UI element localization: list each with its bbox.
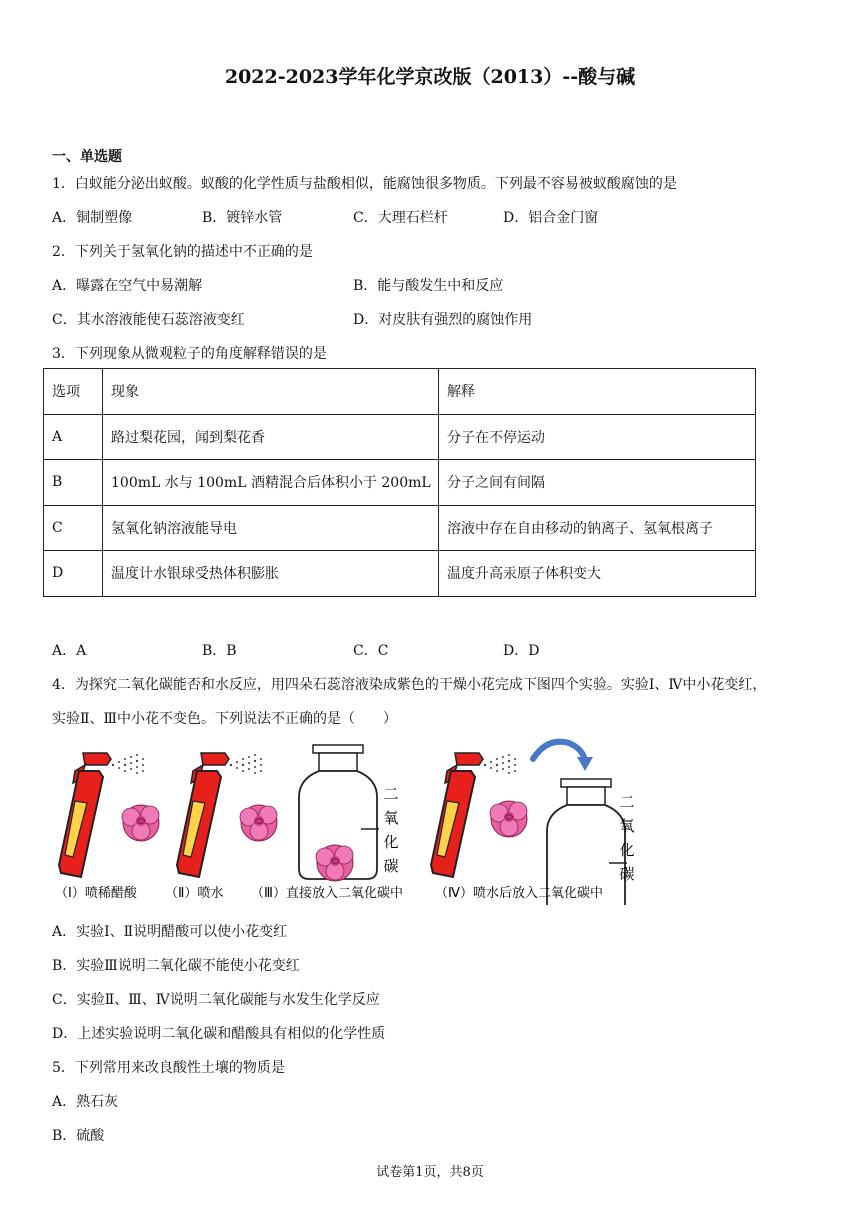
table-cell: 路过梨花园，闻到梨花香 <box>103 414 439 460</box>
table-cell: 分子在不停运动 <box>439 414 756 460</box>
q1-option-a[interactable]: A．铜制塑像 <box>52 210 133 226</box>
flower-icon <box>316 845 353 881</box>
q3-option-b[interactable]: B．B <box>202 643 237 659</box>
page-title: 2022-2023学年化学京改版（2013）--酸与碱 <box>224 66 636 88</box>
q3-option-a[interactable]: A．A <box>52 643 87 659</box>
jar-label-char: 二 <box>619 793 635 811</box>
table-cell: B <box>44 460 103 506</box>
q5-option-a[interactable]: A．熟石灰 <box>52 1094 119 1110</box>
question-4-stem-line2: 实验Ⅱ、Ⅲ中小花不变色。下列说法不正确的是（ ） <box>52 711 398 727</box>
jar-label-char: 化 <box>619 841 635 859</box>
table-header: 现象 <box>103 369 439 415</box>
figure-caption-2: （Ⅱ）喷水 <box>165 886 224 901</box>
table-header: 选项 <box>44 369 103 415</box>
jar-label-char: 化 <box>383 833 399 851</box>
table-row <box>44 414 756 460</box>
table-cell: A <box>44 414 103 460</box>
q1-option-d[interactable]: D．铝合金门窗 <box>503 210 599 226</box>
q3-option-d[interactable]: D．D <box>503 643 540 659</box>
table-row <box>44 505 756 551</box>
q3-table <box>43 368 756 597</box>
q4-option-d[interactable]: D．上述实验说明二氧化碳和醋酸具有相似的化学性质 <box>52 1026 386 1042</box>
figure-caption-3: （Ⅲ）直接放入二氧化碳中 <box>251 886 403 901</box>
arrow-icon <box>533 742 585 761</box>
q4-option-a[interactable]: A．实验Ⅰ、Ⅱ说明醋酸可以使小花变红 <box>52 924 288 940</box>
q2-option-c[interactable]: C．其水溶液能使石蕊溶液变红 <box>52 312 245 328</box>
question-2-stem: 2．下列关于氢氧化钠的描述中不正确的是 <box>52 244 313 260</box>
figure-caption-4: （Ⅳ）喷水后放入二氧化碳中 <box>435 886 603 901</box>
figure-caption-1: （Ⅰ）喷稀醋酸 <box>55 886 137 901</box>
q2-option-b[interactable]: B．能与酸发生中和反应 <box>353 278 504 294</box>
q1-option-c[interactable]: C．大理石栏杆 <box>353 210 448 226</box>
table-cell: 溶液中存在自由移动的钠离子、氢氧根离子 <box>439 505 756 551</box>
q4-option-c[interactable]: C．实验Ⅱ、Ⅲ、Ⅳ说明二氧化碳能与水发生化学反应 <box>52 992 380 1008</box>
question-1-stem: 1．白蚁能分泌出蚁酸。蚁酸的化学性质与盐酸相似，能腐蚀很多物质。下列最不容易被蚁酸腐蚀的是 <box>52 176 677 192</box>
q4-option-b[interactable]: B．实验Ⅲ说明二氧化碳不能使小花变红 <box>52 958 300 974</box>
table-cell: 温度计水银球受热体积膨胀 <box>103 551 439 597</box>
q5-option-b[interactable]: B．硫酸 <box>52 1128 105 1144</box>
jar-label-char: 二 <box>383 785 399 803</box>
table-cell: 氢氧化钠溶液能导电 <box>103 505 439 551</box>
question-4-stem-line1: 4．为探究二氧化碳能否和水反应，用四朵石蕊溶液染成紫色的干燥小花完成下图四个实验。实验Ⅰ、Ⅳ中小花变红， <box>52 677 767 693</box>
flower-icon <box>122 805 159 841</box>
page-footer: 试卷第1页，共8页 <box>376 1165 484 1180</box>
q4-experiment-figure <box>55 735 645 905</box>
q2-option-d[interactable]: D．对皮肤有强烈的腐蚀作用 <box>353 312 533 328</box>
flower-icon <box>240 805 277 841</box>
q1-option-b[interactable]: B．镀锌水管 <box>202 210 283 226</box>
table-row <box>44 551 756 597</box>
jar-label-char: 碳 <box>383 857 399 875</box>
table-cell: D <box>44 551 103 597</box>
table-header-row <box>44 369 756 415</box>
table-header: 解释 <box>439 369 756 415</box>
table-cell: 100mL 水与 100mL 酒精混合后体积小于 200mL <box>103 460 439 506</box>
jar-label-char: 碳 <box>619 865 635 883</box>
table-row <box>44 460 756 506</box>
table-cell: 分子之间有间隔 <box>439 460 756 506</box>
jar-label-char: 氧 <box>619 817 635 835</box>
table-cell: C <box>44 505 103 551</box>
table-cell: 温度升高汞原子体积变大 <box>439 551 756 597</box>
q3-option-c[interactable]: C．C <box>353 643 389 659</box>
question-5-stem: 5．下列常用来改良酸性土壤的物质是 <box>52 1060 285 1076</box>
question-3-stem: 3．下列现象从微观粒子的角度解释错误的是 <box>52 346 327 362</box>
flower-icon <box>490 801 527 837</box>
q2-option-a[interactable]: A．曝露在空气中易潮解 <box>52 278 203 294</box>
jar-label-char: 氧 <box>383 809 399 827</box>
section-heading: 一、单选题 <box>52 149 122 165</box>
